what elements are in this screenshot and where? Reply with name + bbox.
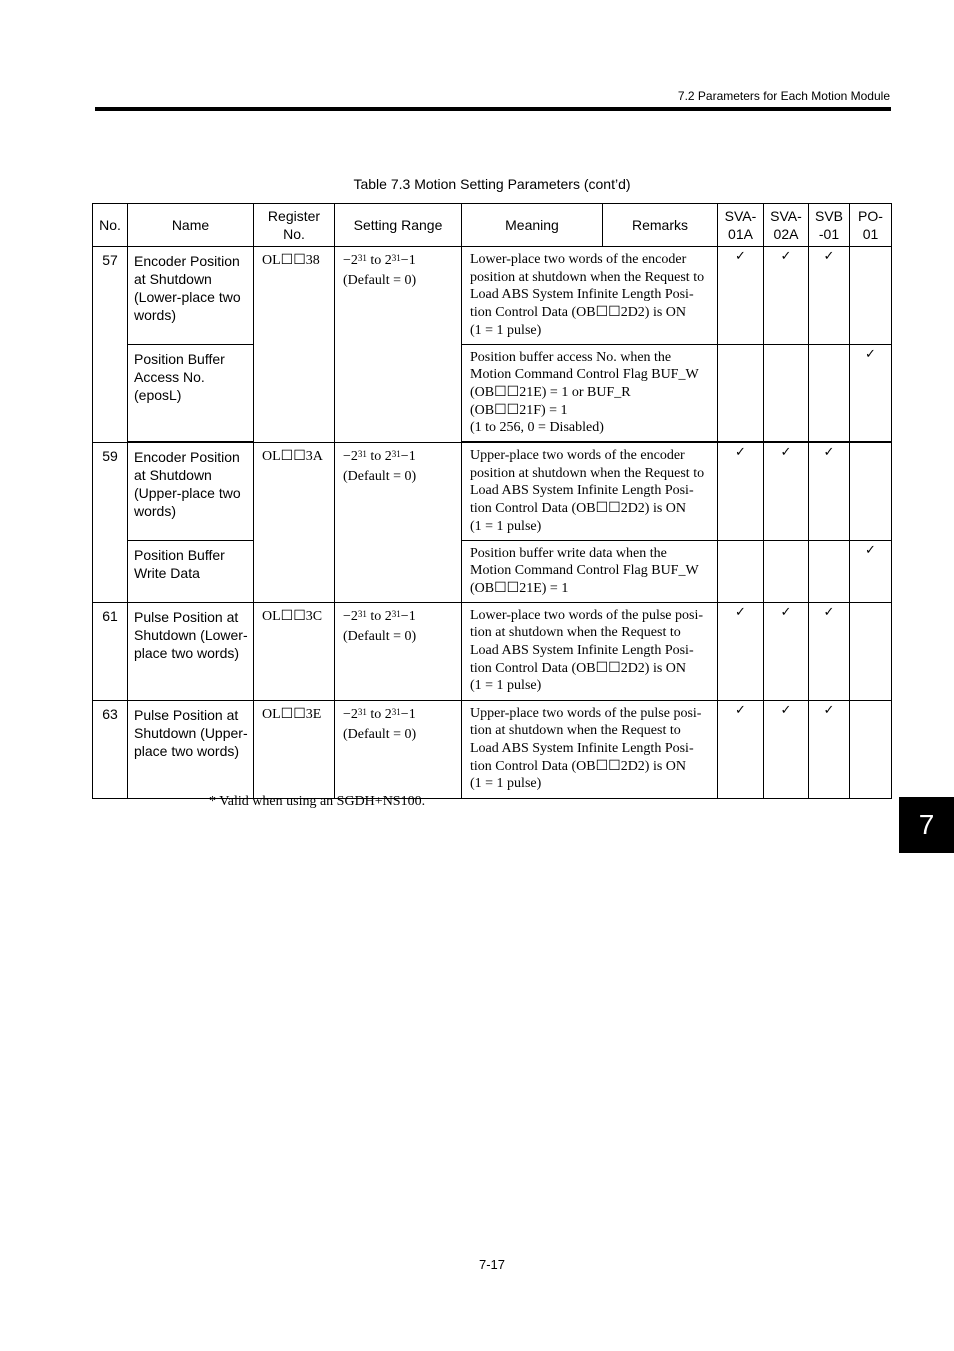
- table-row: [93, 442, 892, 540]
- register-no: OL☐☐38: [254, 247, 335, 443]
- col-header-meaning: Meaning: [462, 204, 603, 247]
- setting-range: $-2^{31}$ to $2^{31}-1$ (Default = 0): [335, 602, 462, 700]
- col-header-setting-range: Setting Range: [335, 204, 462, 247]
- header-rule: [95, 107, 891, 111]
- param-name: Encoder Position at Shutdown (Upper-place two words): [128, 442, 254, 540]
- param-name: Pulse Position at Shutdown (Upper-place two words): [128, 700, 254, 798]
- check-sva01a: ✓: [718, 700, 764, 798]
- col-header-register: Register No.: [254, 204, 335, 247]
- meaning-text: Position buffer write data when the Motion Command Control Flag BUF_W (OB☐☐21E) = 1: [462, 540, 718, 602]
- param-name: Encoder Position at Shutdown (Lower-place two words): [128, 247, 254, 345]
- table-row: [93, 602, 892, 700]
- check-svb01: ✓: [809, 247, 850, 345]
- setting-range: $-2^{31}$ to $2^{31}-1$ (Default = 0): [335, 700, 462, 798]
- check-po01: ✓: [850, 540, 892, 602]
- col-header-po01: PO- 01: [850, 204, 892, 247]
- col-header-svb01: SVB -01: [809, 204, 850, 247]
- table-row: [93, 700, 892, 798]
- section-header: 7.2 Parameters for Each Motion Module: [677, 89, 890, 103]
- col-header-sva01a: SVA- 01A: [718, 204, 764, 247]
- col-header-remarks: Remarks: [603, 204, 718, 247]
- check-sva02a: ✓: [764, 602, 809, 700]
- table-row: [93, 344, 892, 442]
- check-po01: [850, 247, 892, 345]
- check-svb01: ✓: [809, 700, 850, 798]
- check-po01: [850, 442, 892, 540]
- meaning-text: Position buffer access No. when the Motion Command Control Flag BUF_W (OB☐☐21E) = 1 or BUF_R (OB☐☐21F) = 1 (1 to 256, 0 = Disabled): [462, 344, 718, 442]
- meaning-text: Upper-place two words of the encoder position at shutdown when the Request to Load ABS System Infinite Length Posi- tion Control Data (OB☐☐2D2) is ON (1 = 1 pulse): [462, 442, 718, 540]
- param-name: Position Buffer Write Data: [128, 540, 254, 602]
- check-sva01a: [718, 540, 764, 602]
- check-svb01: [809, 540, 850, 602]
- param-name: Position Buffer Access No. (eposL): [128, 344, 254, 442]
- check-sva01a: [718, 344, 764, 442]
- check-po01: ✓: [850, 344, 892, 442]
- col-header-name: Name: [128, 204, 254, 247]
- col-header-no: No.: [93, 204, 128, 247]
- check-sva01a: ✓: [718, 602, 764, 700]
- meaning-text: Lower-place two words of the encoder position at shutdown when the Request to Load ABS System Infinite Length Posi- tion Control Data (OB☐☐2D2) is ON (1 = 1 pulse): [462, 247, 718, 345]
- check-sva02a: ✓: [764, 442, 809, 540]
- check-sva01a: ✓: [718, 442, 764, 540]
- table-caption: Table 7.3 Motion Setting Parameters (cont’d): [353, 176, 631, 192]
- col-header-sva02a: SVA- 02A: [764, 204, 809, 247]
- footnote: * Valid when using an SGDH+NS100.: [209, 794, 426, 809]
- row-number: 59: [93, 442, 128, 602]
- motion-setting-parameters-table: [92, 203, 892, 799]
- register-no: OL☐☐3E: [254, 700, 335, 798]
- check-sva02a: ✓: [764, 247, 809, 345]
- check-po01: [850, 602, 892, 700]
- row-number: 63: [93, 700, 128, 798]
- check-sva02a: ✓: [764, 700, 809, 798]
- row-number: 57: [93, 247, 128, 443]
- meaning-text: Lower-place two words of the pulse posi- tion at shutdown when the Request to Load ABS System Infinite Length Posi- tion Control Data (OB☐☐2D2) is ON (1 = 1 pulse): [462, 602, 718, 700]
- meaning-text: Upper-place two words of the pulse posi- tion at shutdown when the Request to Load ABS System Infinite Length Posi- tion Control Data (OB☐☐2D2) is ON (1 = 1 pulse): [462, 700, 718, 798]
- register-no: OL☐☐3C: [254, 602, 335, 700]
- setting-range: $-2^{31}$ to $2^{31}-1$ (Default = 0): [335, 442, 462, 602]
- row-number: 61: [93, 602, 128, 700]
- table-header-row: [93, 204, 892, 247]
- page-number: 7-17: [478, 1257, 506, 1272]
- check-svb01: [809, 344, 850, 442]
- setting-range: $-2^{31}$ to $2^{31}-1$ (Default = 0): [335, 247, 462, 443]
- check-po01: [850, 700, 892, 798]
- table-row: [93, 247, 892, 345]
- check-sva02a: [764, 344, 809, 442]
- check-sva01a: ✓: [718, 247, 764, 345]
- param-name: Pulse Position at Shutdown (Lower-place two words): [128, 602, 254, 700]
- table-row: [93, 540, 892, 602]
- check-svb01: ✓: [809, 602, 850, 700]
- register-no: OL☐☐3A: [254, 442, 335, 602]
- check-sva02a: [764, 540, 809, 602]
- check-svb01: ✓: [809, 442, 850, 540]
- chapter-tab: 7: [899, 797, 954, 853]
